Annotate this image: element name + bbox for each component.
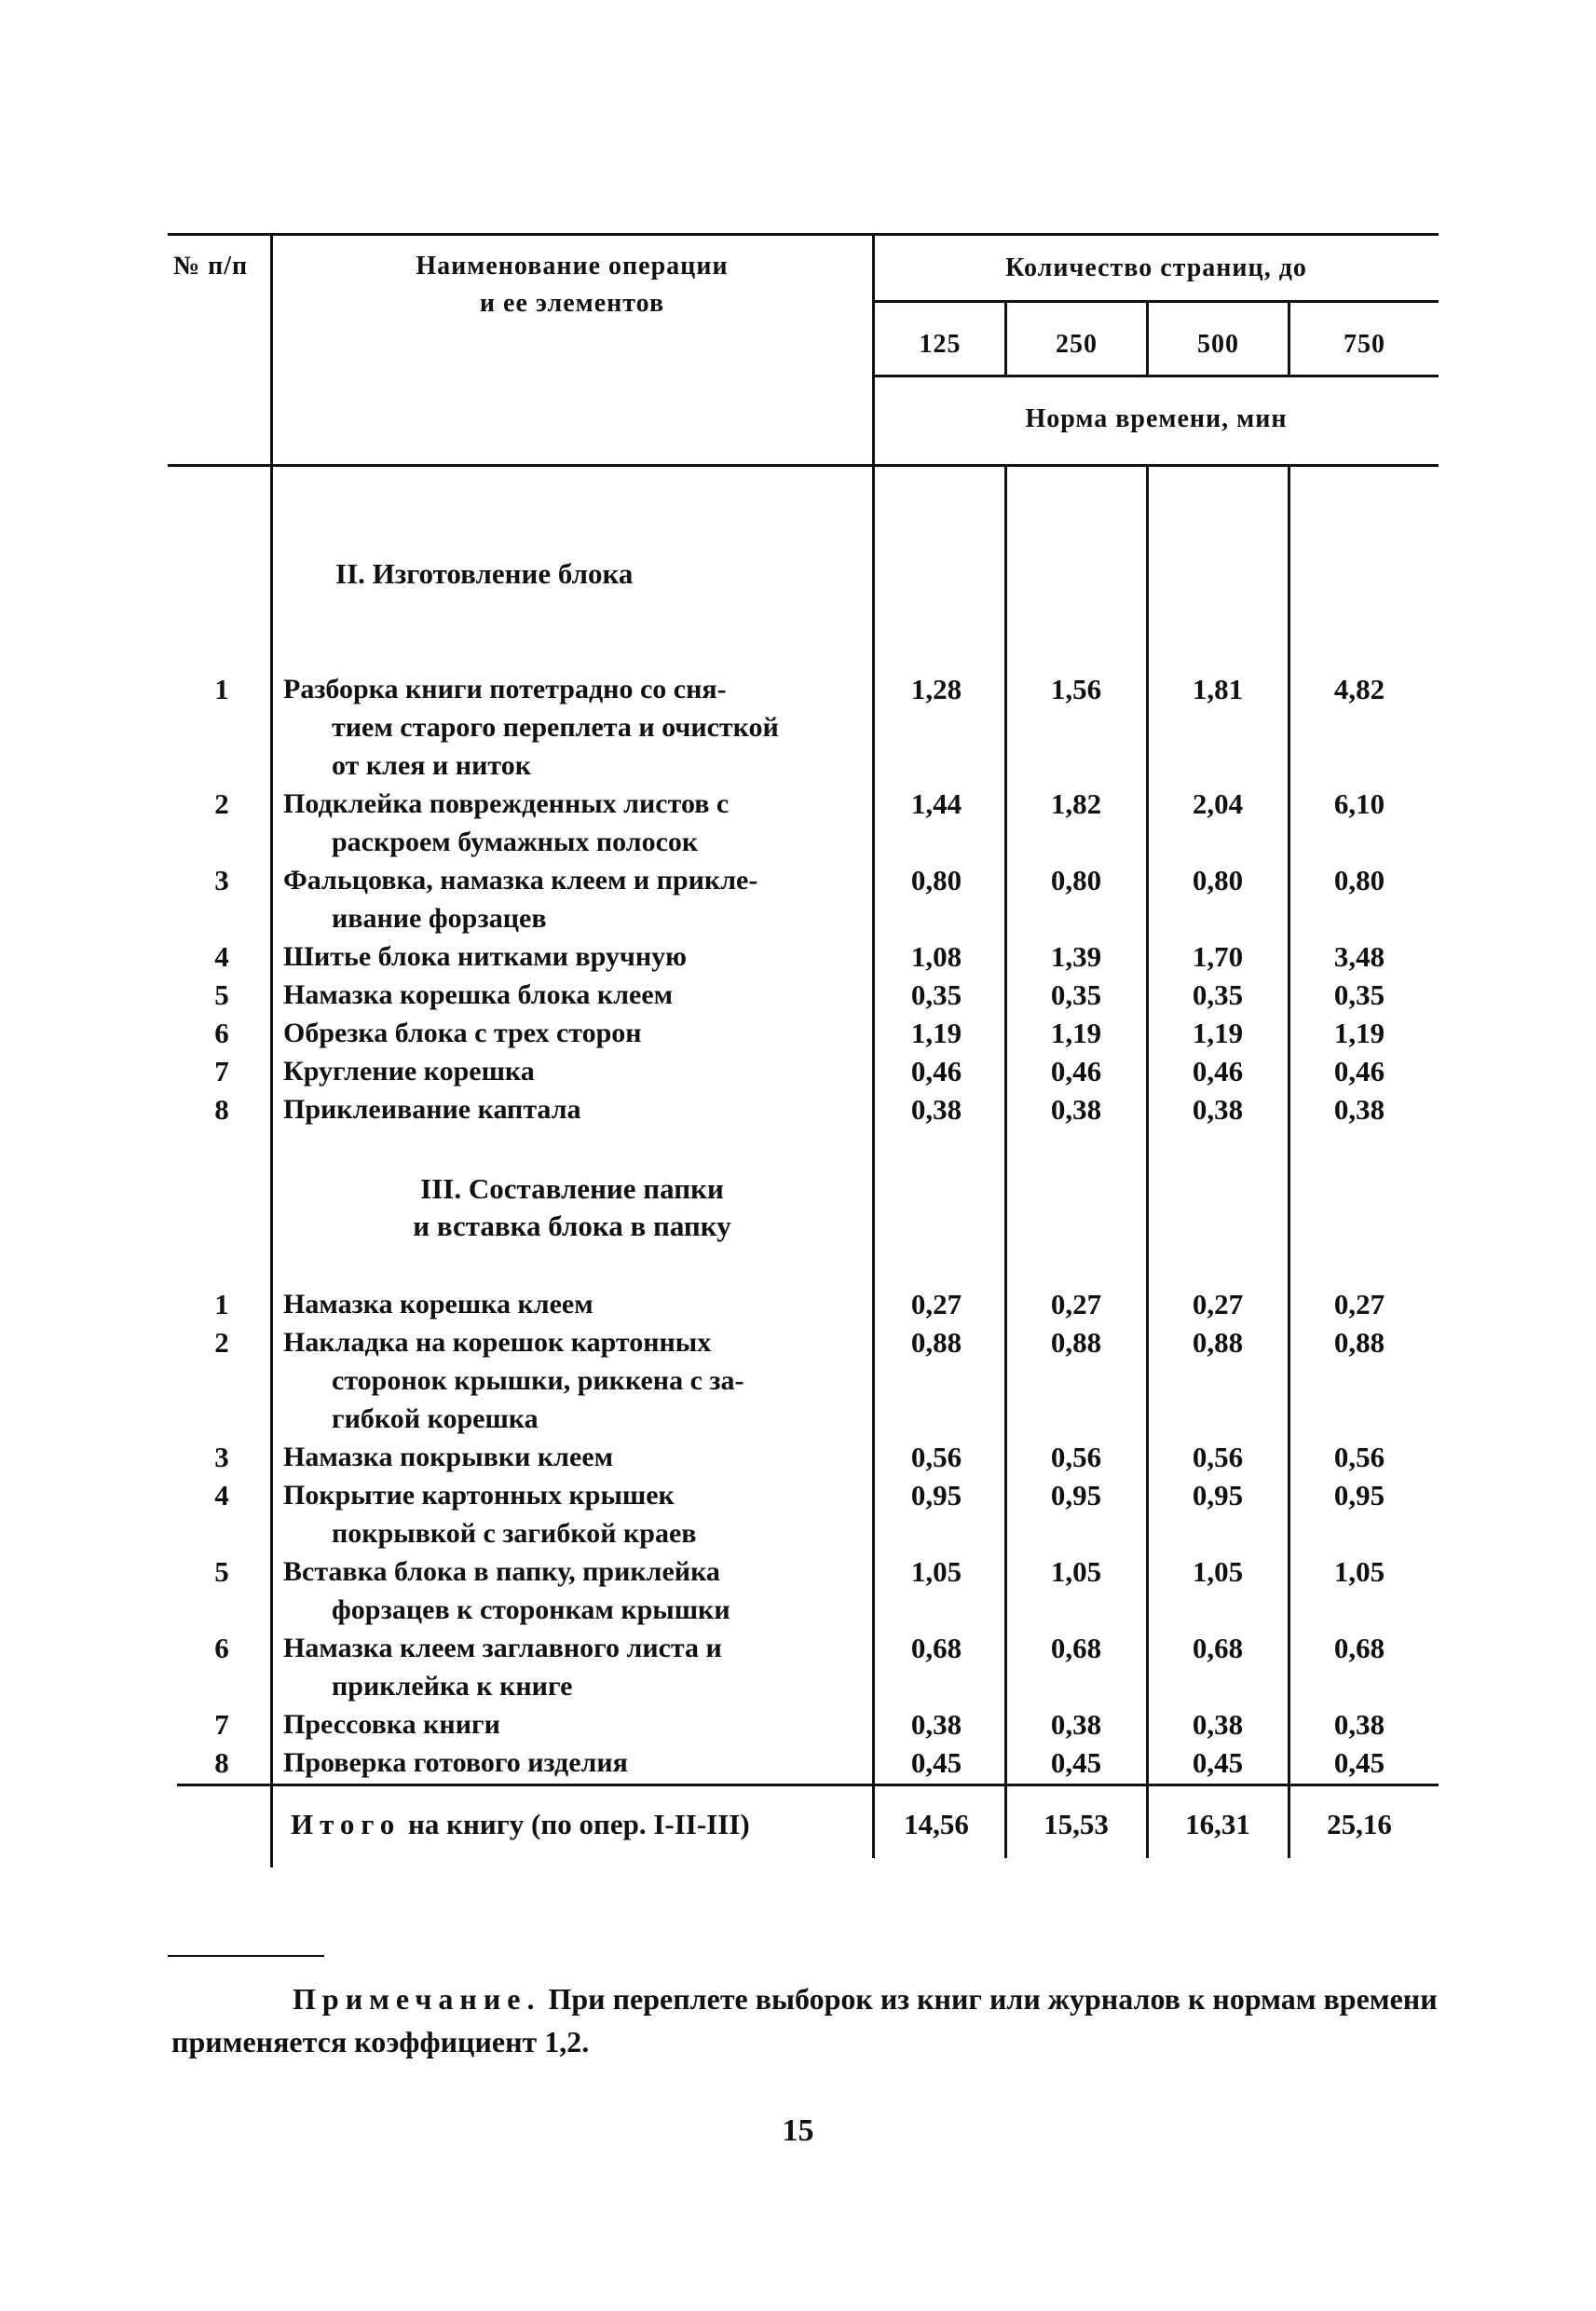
time-value: 3,48: [1333, 940, 1385, 973]
section-title: II. Изготовление блока: [335, 557, 634, 590]
time-value: 1,08: [910, 940, 962, 973]
time-value: 0,80: [1192, 864, 1244, 896]
note-text: При переплете выборок из книг или журналов к нормам времени применяется коэффициент 1,2.: [171, 1982, 1438, 2058]
time-value: 0,27: [1192, 1288, 1244, 1320]
time-value: 1,39: [1050, 940, 1102, 973]
page-number: 15: [782, 2113, 814, 2148]
operation-name: Подклейка поврежденных листов с: [283, 788, 730, 819]
operation-name: форзацев к сторонкам крышки: [332, 1594, 730, 1625]
time-value: 1,19: [1050, 1017, 1102, 1049]
row-number: 6: [214, 1017, 229, 1049]
time-value: 1,05: [910, 1555, 962, 1588]
footnote-rule: [168, 1955, 324, 1957]
time-value: 0,46: [1050, 1055, 1102, 1087]
row-number: 5: [214, 978, 229, 1011]
time-value: 0,68: [1050, 1632, 1102, 1664]
row-number: 8: [214, 1093, 229, 1126]
operation-name: Накладка на корешок картонных: [283, 1327, 712, 1358]
time-value: 0,68: [1192, 1632, 1244, 1664]
row-number: 1: [214, 1288, 229, 1320]
total-divider-4: [1288, 1798, 1290, 1853]
operation-name: покрывкой с загибкой краев: [332, 1518, 697, 1549]
time-value: 1,44: [910, 787, 962, 820]
time-value: 0,35: [1050, 978, 1102, 1011]
time-value: 0,38: [910, 1708, 962, 1741]
operation-name: раскроем бумажных полосок: [332, 827, 699, 857]
time-value: 0,27: [910, 1288, 962, 1320]
time-value: 6,10: [1333, 787, 1385, 820]
operation-name: Намазка корешка блока клеем: [283, 979, 674, 1010]
time-value: 0,88: [1050, 1326, 1102, 1359]
page-count-125: 125: [919, 330, 962, 359]
row-number: 2: [214, 787, 229, 820]
time-value: 0,35: [1333, 978, 1385, 1011]
row-number: 5: [214, 1555, 229, 1588]
operation-name: Прессовка книги: [283, 1709, 500, 1740]
operation-name: от клея и ниток: [332, 750, 531, 781]
time-value: 0,38: [1192, 1093, 1244, 1126]
time-value: 0,38: [1050, 1093, 1102, 1126]
total-label: [291, 1806, 750, 1843]
row-number: 4: [214, 1479, 229, 1511]
col-250-body-divider: [1146, 464, 1149, 1858]
time-value: 1,82: [1050, 787, 1102, 820]
time-value: 0,46: [1333, 1055, 1385, 1087]
time-value: 0,88: [910, 1326, 962, 1359]
header-bottom-rule: [168, 464, 1439, 467]
time-value: 0,80: [1050, 864, 1102, 896]
time-value: 0,80: [1333, 864, 1385, 896]
row-number: 8: [214, 1746, 229, 1779]
time-value: 0,38: [1333, 1093, 1385, 1126]
norm-header: Норма времени, мин: [1025, 404, 1288, 433]
total-label-rest: на книгу (по опер. I-II-III): [408, 1808, 750, 1840]
section-title: и вставка блока в папку: [413, 1210, 731, 1242]
time-value: 1,19: [1192, 1017, 1244, 1049]
section-title: III. Составление папки: [420, 1172, 724, 1205]
name-col-header-line1: Наименование операции: [416, 252, 729, 280]
time-value: 1,19: [1333, 1017, 1385, 1049]
time-value: 0,46: [1192, 1055, 1244, 1087]
time-value: 0,56: [1050, 1441, 1102, 1473]
operation-name: Намазка клеем заглавного листа и: [283, 1633, 722, 1663]
time-value: 0,38: [1050, 1708, 1102, 1741]
operation-name: Фальцовка, намазка клеем и прикле-: [283, 865, 758, 896]
time-value: 0,95: [1333, 1479, 1385, 1511]
time-value: 0,35: [910, 978, 962, 1011]
row-number: 3: [214, 864, 229, 896]
time-value: 0,38: [1192, 1708, 1244, 1741]
row-number: 2: [214, 1326, 229, 1359]
total-value-125: 14,56: [904, 1808, 969, 1840]
time-value: 0,45: [1192, 1746, 1244, 1779]
time-value: 0,80: [910, 864, 962, 896]
operation-name: гибкой корешка: [332, 1403, 539, 1434]
total-value-750: 25,16: [1327, 1808, 1392, 1840]
total-label-spaced: Итого: [291, 1808, 402, 1840]
time-value: 0,68: [1333, 1632, 1385, 1664]
operation-name: ивание форзацев: [332, 903, 547, 934]
time-value: 1,56: [1050, 673, 1102, 705]
operation-name: Намазка корешка клеем: [283, 1289, 593, 1320]
num-col-divider: [270, 233, 273, 1867]
norm-rule: [872, 375, 1439, 377]
time-value: 0,88: [1192, 1326, 1244, 1359]
row-number: 4: [214, 940, 229, 973]
time-value: 1,70: [1192, 940, 1244, 973]
operation-name: приклейка к книге: [332, 1671, 573, 1702]
page-count-500: 500: [1197, 330, 1239, 359]
operation-name: Приклеивание каптала: [283, 1094, 581, 1125]
time-value: 4,82: [1333, 673, 1385, 705]
time-value: 0,45: [1333, 1746, 1385, 1779]
time-value: 0,35: [1192, 978, 1244, 1011]
note-label: Примечание.: [293, 1982, 541, 2016]
note: [171, 1977, 1457, 2063]
time-value: 0,45: [910, 1746, 962, 1779]
time-value: 0,95: [1050, 1479, 1102, 1511]
pages-header: Количество страниц, до: [1005, 253, 1307, 282]
row-number: 7: [214, 1708, 229, 1741]
total-divider-1: [872, 1798, 875, 1853]
operation-name: Обрезка блока с трех сторон: [283, 1018, 642, 1048]
pages-sub-rule: [872, 300, 1439, 303]
time-value: 2,04: [1192, 787, 1244, 820]
time-value: 0,27: [1333, 1288, 1385, 1320]
operation-name: Покрытие картонных крышек: [283, 1480, 675, 1511]
time-value: 1,05: [1050, 1555, 1102, 1588]
operation-name: Намазка покрывки клеем: [283, 1442, 614, 1472]
table-bottom-rule: [177, 1784, 1439, 1786]
operation-name: Шитье блока нитками вручную: [283, 941, 688, 972]
page-count-750: 750: [1344, 330, 1385, 359]
time-value: 1,81: [1192, 673, 1244, 705]
time-value: 0,38: [1333, 1708, 1385, 1741]
time-value: 0,95: [910, 1479, 962, 1511]
total-divider-2: [1004, 1798, 1007, 1853]
time-value: 1,05: [1192, 1555, 1244, 1588]
row-number: 6: [214, 1632, 229, 1664]
time-value: 0,56: [1192, 1441, 1244, 1473]
total-value-250: 15,53: [1044, 1808, 1109, 1840]
col-500-body-divider: [1288, 464, 1290, 1858]
time-value: 0,46: [910, 1055, 962, 1087]
num-col-header: № п/п: [173, 252, 249, 280]
operation-name: тием старого переплета и очисткой: [332, 712, 779, 743]
total-divider-3: [1146, 1798, 1149, 1853]
time-value: 1,28: [910, 673, 962, 705]
row-number: 3: [214, 1441, 229, 1473]
time-value: 1,05: [1333, 1555, 1385, 1588]
time-value: 1,19: [910, 1017, 962, 1049]
operation-name: Разборка книги потетрадно со сня-: [283, 674, 727, 704]
time-value: 0,56: [1333, 1441, 1385, 1473]
row-number: 7: [214, 1055, 229, 1087]
operation-name: Вставка блока в папку, приклейка: [283, 1556, 720, 1587]
operation-name: Кругление корешка: [283, 1056, 535, 1087]
time-value: 0,95: [1192, 1479, 1244, 1511]
time-value: 0,38: [910, 1093, 962, 1126]
total-value-500: 16,31: [1185, 1808, 1250, 1840]
name-col-divider: [872, 233, 875, 1858]
operation-name: сторонок крышки, риккена с за-: [332, 1365, 744, 1396]
time-value: 0,45: [1050, 1746, 1102, 1779]
time-value: 0,56: [910, 1441, 962, 1473]
table-top-rule: [168, 233, 1439, 236]
col-125-body-divider: [1004, 464, 1007, 1858]
name-col-header-line2: и ее элементов: [479, 289, 665, 318]
operation-name: Проверка готового изделия: [283, 1747, 628, 1778]
page-count-250: 250: [1056, 330, 1098, 359]
time-value: 0,88: [1333, 1326, 1385, 1359]
row-number: 1: [214, 673, 229, 705]
time-value: 0,27: [1050, 1288, 1102, 1320]
time-value: 0,68: [910, 1632, 962, 1664]
